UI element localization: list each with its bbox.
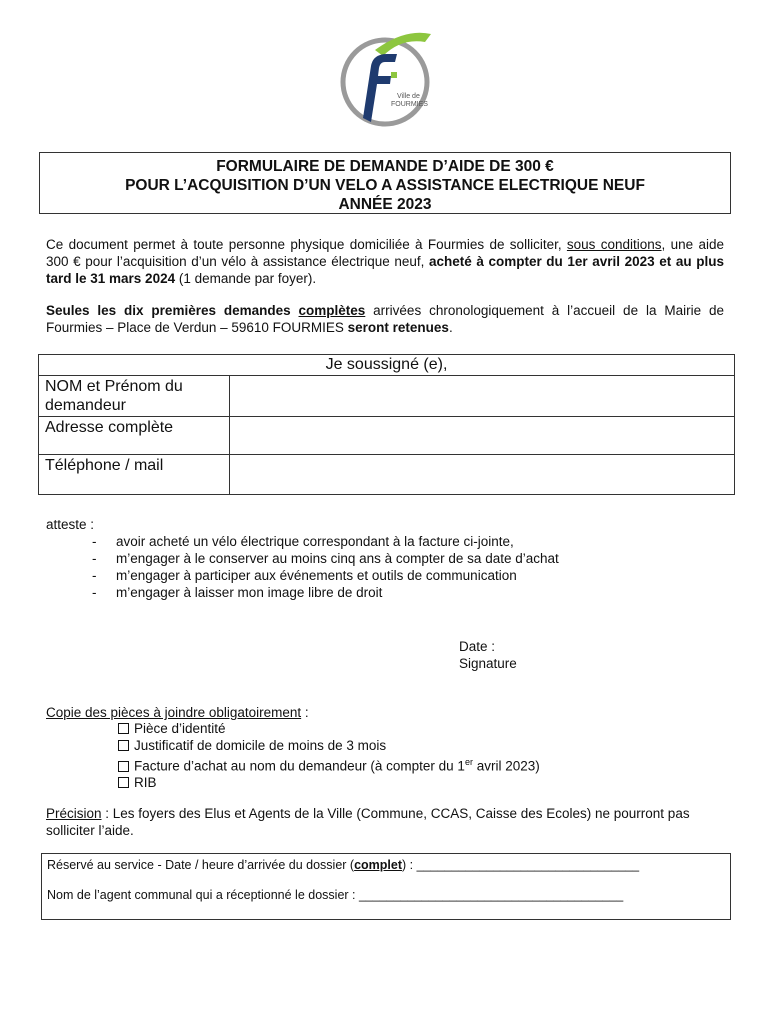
attest-list (90, 533, 559, 601)
document-item-label: Justificatif de domicile de moins de 3 mois (134, 737, 387, 753)
arrival-line (47, 857, 725, 873)
name-label: NOM et Prénom du demandeur (39, 376, 230, 417)
address-label: Adresse complète (39, 417, 230, 455)
checkbox-icon[interactable] (118, 777, 129, 788)
documents-checklist (118, 721, 540, 792)
documents-title-suffix: : (301, 705, 309, 720)
document-item (118, 754, 540, 775)
document-item (118, 775, 540, 792)
document-item-label: RIB (134, 775, 157, 790)
attest-item: - m’engager à participer aux événements et outils de communication (90, 567, 559, 584)
checkbox-icon[interactable] (118, 761, 129, 772)
notice-paragraph (46, 302, 724, 336)
title-line-2: POUR L’ACQUISITION D’UN VELO A ASSISTANCE ELECTRIQUE NEUF (125, 177, 645, 194)
intro-conditions: sous conditions (566, 237, 662, 252)
intro-text-2: , une aide 300 € pour l’acquisition d’un vélo à assistance électrique neuf, (46, 237, 724, 269)
title-line-1: FORMULAIRE DE DEMANDE D’AIDE DE 300 € (216, 158, 554, 175)
checkbox-icon[interactable] (118, 723, 129, 734)
notice-completes: complètes (298, 303, 366, 318)
attest-item: - m’engager à laisser mon image libre de droit (90, 584, 559, 601)
declarant-heading: Je soussigné (e), (39, 355, 735, 376)
checkbox-icon[interactable] (118, 740, 129, 751)
agent-line[interactable]: Nom de l’agent communal qui a réceptionné le dossier : ______________________________________ (47, 888, 624, 902)
documents-title (46, 704, 309, 721)
document-item-label: Facture d’achat au nom du demandeur (à compter du 1 (134, 758, 465, 774)
signature-label: Signature (459, 656, 517, 671)
name-field[interactable] (230, 376, 735, 417)
attest-item: - avoir acheté un vélo électrique correspondant à la facture ci-jointe, (90, 533, 559, 550)
document-item (118, 738, 540, 755)
attest-item: - m’engager à le conserver au moins cinq ans à compter de sa date d’achat (90, 550, 559, 567)
ville-de-fourmies-logo (335, 26, 435, 132)
form-title-box (39, 152, 731, 214)
intro-paragraph (46, 236, 724, 287)
intro-text-3: (1 demande par foyer). (175, 271, 317, 286)
declarant-table (38, 354, 735, 495)
attest-intro: atteste : (46, 517, 95, 532)
logo-dot (391, 72, 397, 78)
service-reserved-box (41, 853, 731, 920)
precision-text: : Les foyers des Elus et Agents de la Ville (Commune, CCAS, Caisse des Ecoles) ne pourront pas solliciter l’aide. (46, 806, 690, 838)
arrival-label: Réservé au service - Date / heure d’arrivée du dossier ( (47, 858, 355, 872)
notice-text-3: . (448, 320, 453, 335)
document-item-label-end: avril 2023) (472, 758, 540, 774)
logo-text-1: Ville de (397, 93, 420, 100)
contact-label: Téléphone / mail (39, 455, 230, 495)
date-label: Date : (459, 639, 496, 654)
arrival-blank[interactable]: ) : ________________________________ (402, 858, 640, 872)
address-field[interactable] (230, 417, 735, 455)
arrival-complete: complet (354, 858, 403, 872)
logo-f-mark (363, 54, 397, 122)
notice-text-1: Seules les dix premières demandes (46, 303, 299, 318)
documents-title-text: Copie des pièces à joindre obligatoirement (46, 705, 302, 720)
contact-field[interactable] (230, 455, 735, 495)
title-line-3: ANNÉE 2023 (338, 196, 432, 213)
precision-label: Précision (46, 806, 102, 821)
intro-text-1: Ce document permet à toute personne physique domiciliée à Fourmies de solliciter, (46, 237, 567, 252)
notice-retained: seront retenues (347, 320, 449, 335)
notice-text-2: arrivées chronologiquement à l’accueil de la Mairie de Fourmies – Place de Verdun – 59610 FOURMIES (46, 303, 724, 335)
document-item-label: Pièce d’identité (134, 721, 226, 736)
superscript: er (464, 757, 473, 767)
precision-paragraph (46, 805, 726, 839)
document-item (118, 721, 540, 738)
logo-text-2: FOURMIES (391, 101, 428, 108)
intro-dates: acheté à compter du 1er avril 2023 et au plus tard le 31 mars 2024 (46, 254, 724, 286)
